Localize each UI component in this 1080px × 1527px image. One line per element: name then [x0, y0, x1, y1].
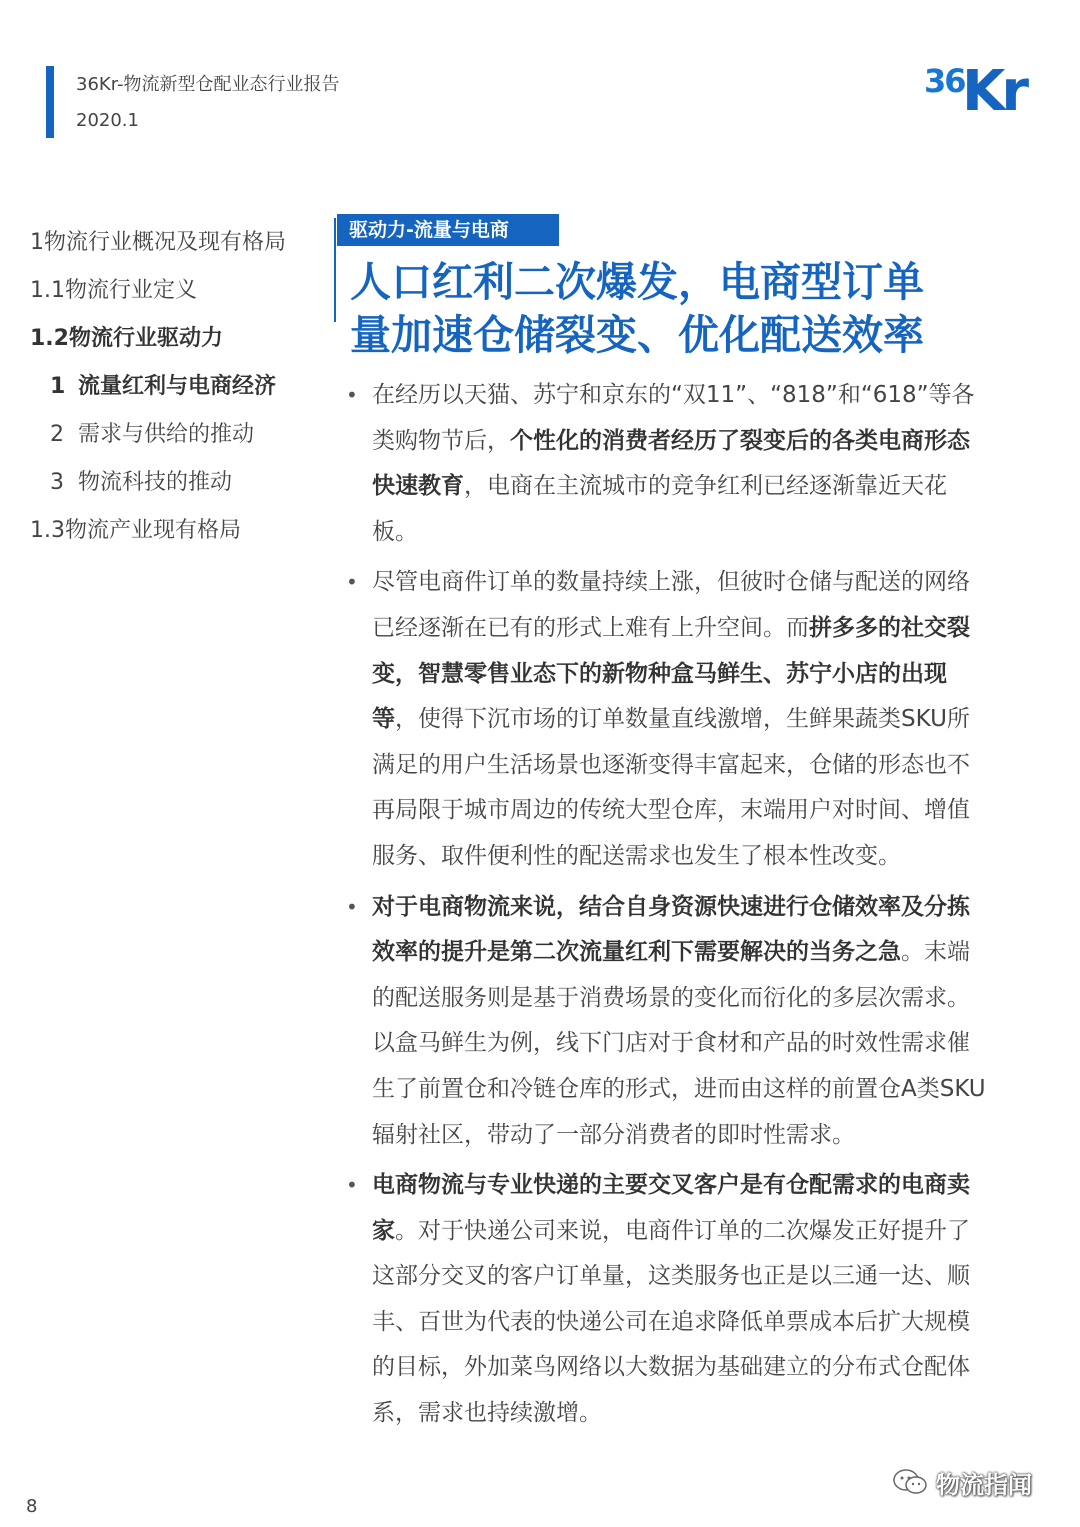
toc-subitem-number: 2: [50, 422, 64, 447]
headline-line-2: 量加速仓储裂变、优化配送效率: [350, 311, 924, 359]
bullet-dot-icon: •: [346, 894, 358, 919]
toc-item-1-2[interactable]: 1.2物流行业驱动力: [30, 326, 223, 351]
headline-line-1: 人口红利二次爆发，电商型订单: [350, 258, 924, 306]
bullet-paragraph-2: [346, 560, 986, 879]
report-date: 2020.1: [76, 110, 139, 131]
toc-subitem-label: 流量红利与电商经济: [78, 374, 277, 399]
toc-subitem-2[interactable]: [30, 418, 330, 466]
bullet-text: ，使得下沉市场的订单数量直线激增，生鲜果蔬类SKU所满足的用户生活场景也逐渐变得丰富起来，仓储的形态也不再局限于城市周边的传统大型仓库，末端用户对时间、增值服务、取件便利性的配送需求也发生了根本性改变。: [372, 706, 970, 869]
watermark: [892, 1462, 1032, 1502]
bullet-dot-icon: •: [346, 570, 358, 595]
toc-subitem-3[interactable]: [30, 466, 330, 514]
toc-item-1[interactable]: 1物流行业概况及现有格局: [30, 230, 286, 255]
page-number: 8: [26, 1496, 38, 1517]
bullet-text: ，电商在主流城市的竞争红利已经逐渐靠近天花板。: [372, 473, 947, 545]
toc-item-1-1[interactable]: 1.1物流行业定义: [30, 278, 197, 303]
bullet-dot-icon: •: [346, 383, 358, 407]
report-title: 36Kr-物流新型仓配业态行业报告: [76, 74, 340, 95]
bullet-paragraph-3: [346, 885, 986, 1159]
toc-subitem-number: 3: [50, 470, 64, 495]
section-tag: 驱动力-流量与电商: [337, 214, 559, 246]
bullet-bold-text: 个性化的消费者经历了裂变后的各类电商形态快速教育: [372, 427, 970, 500]
section-divider-line: [334, 218, 336, 322]
toc-subitem-label: 物流科技的推动: [78, 470, 233, 495]
header-accent-bar: [46, 66, 54, 138]
bullet-text: 。末端的配送服务则是基于消费场景的变化而衍化的多层次需求。以盒马鲜生为例，线下门店对于食材和产品的时效性需求催生了前置仓和冷链仓库的形式，进而由这样的前置仓A类SKU辐射社区，带动了一部分消费者的即时性需求。: [372, 939, 986, 1148]
toc-subitem-1[interactable]: [30, 370, 330, 418]
toc-subitem-number: 1: [50, 374, 66, 399]
logo-number: 36: [924, 62, 965, 100]
36kr-logo: [922, 56, 1042, 128]
body-bullets: [346, 373, 986, 1442]
bullet-paragraph-4: [346, 1163, 986, 1437]
bullet-text: 在经历以天猫、苏宁和京东的“双11”、“818”和“618”等各类购物节后，: [372, 382, 975, 454]
bullet-dot-icon: •: [346, 1173, 358, 1198]
bullet-text: 尽管电商件订单的数量持续上涨，但彼时仓储与配送的网络已经逐渐在已有的形式上难有上升空间。而: [372, 569, 970, 641]
bullet-bold-text: 拼多多的社交裂变，智慧零售业态下的新物种盒马鲜生、苏宁小店的出现等: [372, 614, 970, 733]
bullet-bold-text: 电商物流与专业快递的主要交叉客户是有仓配需求的电商卖家: [372, 1172, 970, 1244]
bullet-bold-text: 对于电商物流来说，结合自身资源快速进行仓储效率及分拣效率的提升是第二次流量红利下需要解决的当务之急: [372, 893, 970, 966]
watermark-text: 物流指闻: [936, 1470, 1032, 1499]
toc-subitem-label: 需求与供给的推动: [78, 422, 255, 447]
section-headline: [350, 256, 1050, 362]
logo-letters: Kr: [962, 59, 1026, 124]
table-of-contents: [30, 226, 330, 562]
wechat-icon: [892, 1468, 928, 1496]
toc-item-1-3[interactable]: 1.3物流产业现有格局: [30, 518, 241, 543]
bullet-paragraph-1: [346, 373, 986, 555]
bullet-text: 。对于快递公司来说，电商件订单的二次爆发正好提升了这部分交叉的客户订单量，这类服务也正是以三通一达、顺丰、百世为代表的快递公司在追求降低单票成本后扩大规模的目标，外加菜鸟网络以大数据为基础建立的分布式仓配体系，需求也持续激增。: [372, 1217, 970, 1427]
